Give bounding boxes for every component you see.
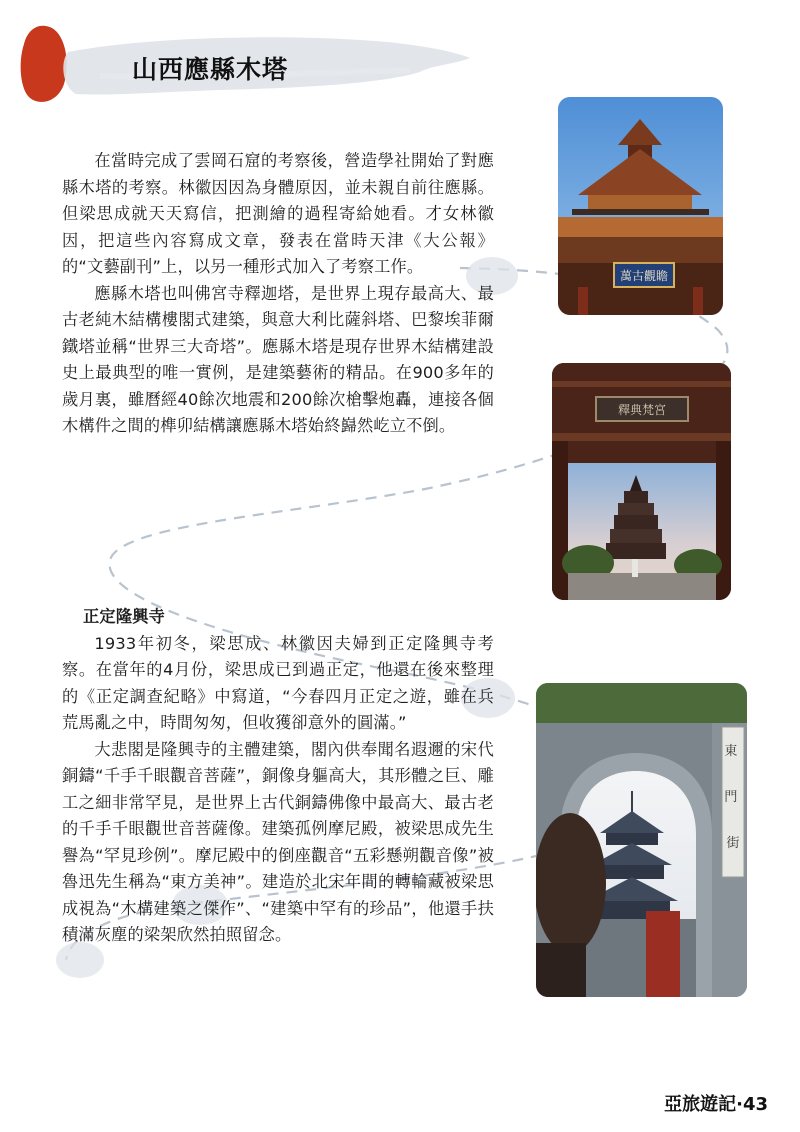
magazine-name: 亞旅遊記 (664, 1094, 737, 1115)
street-sign-char: 東 (724, 744, 738, 759)
red-brush-dot (21, 26, 67, 102)
page-title: 山西應縣木塔 (132, 55, 289, 84)
zhengding-article (62, 604, 494, 949)
paragraph: 在當時完成了雲岡石窟的考察後，營造學社開始了對應縣木塔的考察。林徽因因為身體原因，並未親自前往應縣。但梁思成就天天寫信，把測繪的過程寄給她看。才女林徽因，把這些內容寫成文章，發表在當時天津《大公報》的“文藝副刊”上，以另一種形式加入了考察工作。 (62, 151, 494, 276)
street-sign-char: 門 (724, 790, 738, 805)
section-heading: 正定隆興寺 (83, 607, 165, 626)
page-footer (664, 1090, 768, 1116)
paragraph: 1933年初冬，梁思成、林徽因夫婦到正定隆興寺考察。在當年的4月份，梁思成已到過正定，他還在後來整理的《正定調查紀略》中寫道，“今春四月正定之遊，雖在兵荒馬亂之中，時間匆匆，但收獲卻意外的圓滿。” (62, 633, 494, 732)
pagoda-plaque-text: 萬古觀瞻 (619, 269, 669, 283)
paragraph: 大悲閣是隆興寺的主體建築，閣內供奉聞名遐邇的宋代銅鑄“千手千眼觀音菩薩”，銅像身軀高大，其形體之巨、雕工之細非常罕見，是世界上古代銅鑄佛像中最高大、最古老的千手千眼觀世音菩薩像。建築孤例摩尼殿，被梁思成先生譽為“罕見珍例”。摩尼殿中的倒座觀音“五彩懸朔觀音像”被魯迅先生稱為“東方美神”。建造於北宋年間的轉輪藏被梁思成視為“木構建築之傑作”、“建築中罕有的珍品”，他還手扶積滿灰塵的梁架欣然拍照留念。 (62, 739, 494, 944)
pagoda-through-gate-photo (552, 363, 731, 600)
footer-separator: · (736, 1094, 743, 1115)
street-sign-char: 街 (726, 836, 740, 851)
paragraph: 應縣木塔也叫佛宮寺釋迦塔，是世界上現存最高大、最古老純木結構樓閣式建築，與意大利比薩斜塔、巴黎埃菲爾鐵塔並稱“世界三大奇塔”。應縣木塔是現存世界木結構建設史上最典型的唯一實例，是建築藝術的精品。在900多年的歲月裏，雖曆經40餘次地震和200餘次槍擊炮轟，連接各個木構件之間的榫卯結構讓應縣木塔始終巋然屹立不倒。 (62, 283, 494, 435)
gate-plaque-text: 釋典梵宮 (617, 403, 667, 417)
yingxian-article (62, 148, 494, 440)
arch-pagoda-photo (536, 683, 747, 997)
pagoda-closeup-photo (558, 97, 723, 315)
page-number: 43 (742, 1094, 768, 1115)
